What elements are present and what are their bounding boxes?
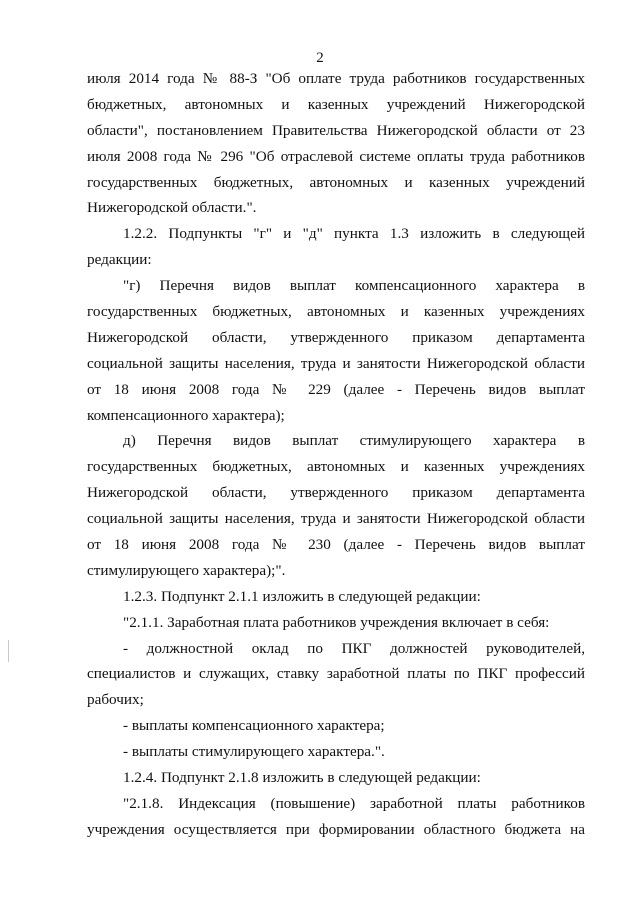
text-line: редакции: [87,251,152,269]
text-line: компенсационного характера); [87,406,285,424]
document-body [87,66,585,843]
paragraph [87,221,585,273]
paragraph [87,765,585,791]
text-line: учреждения осуществляется при формировании областного бюджета на [87,820,585,838]
paragraph [87,636,585,714]
paragraph [87,428,585,583]
text-line: рабочих; [87,691,144,709]
text-line: от 18 июня 2008 года № 229 (далее - Перечень видов выплат [87,380,585,398]
paragraph [87,791,585,843]
paragraph [87,739,585,765]
text-line: июля 2008 года № 296 "Об отраслевой системе оплаты труда работников [87,147,585,165]
text-line: д) Перечня видов выплат стимулирующего характера в [123,432,585,450]
text-line: "2.1.1. Заработная плата работников учреждения включает в себя: [123,613,550,631]
paragraph [87,584,585,610]
text-line: стимулирующего характера);". [87,561,286,579]
text-line: государственных бюджетных, автономных и казенных учреждениях [87,458,585,476]
paragraph [87,713,585,739]
paragraph [87,273,585,428]
text-line: Нижегородской области.". [87,199,257,217]
text-line: - должностной оклад по ПКГ должностей руководителей, [123,639,585,657]
text-line: июля 2014 года № 88-З "Об оплате труда работников государственных [87,70,585,87]
text-line: 1.2.2. Подпункты "г" и "д" пункта 1.3 изложить в следующей [123,225,585,243]
paragraph [87,66,585,221]
text-line: "2.1.8. Индексация (повышение) заработной платы работников [123,794,585,812]
text-line: "г) Перечня видов выплат компенсационного характера в [123,277,585,295]
paragraph [87,610,585,636]
text-line: от 18 июня 2008 года № 230 (далее - Перечень видов выплат [87,536,585,554]
text-line: социальной защиты населения, труда и занятости Нижегородской области [87,354,585,372]
text-line: социальной защиты населения, труда и занятости Нижегородской области [87,510,585,528]
text-line: государственных бюджетных, автономных и казенных учреждений [87,173,585,191]
text-line: Нижегородской области, утвержденного приказом департамента [87,484,585,502]
text-line: государственных бюджетных, автономных и казенных учреждениях [87,303,585,321]
text-line: специалистов и служащих, ставку заработной платы по ПКГ профессий [87,665,585,683]
text-line: 1.2.4. Подпункт 2.1.8 изложить в следующей редакции: [123,769,481,787]
text-line: 1.2.3. Подпункт 2.1.1 изложить в следующей редакции: [123,587,481,605]
page-number: 2 [316,50,324,66]
scan-margin-mark [8,640,9,662]
text-line: - выплаты стимулирующего характера.". [123,743,385,761]
text-line: бюджетных, автономных и казенных учреждений Нижегородской [87,95,585,113]
text-line: - выплаты компенсационного характера; [123,717,385,735]
text-line: Нижегородской области, утвержденного приказом департамента [87,328,585,346]
text-line: области", постановлением Правительства Нижегородской области от 23 [87,121,585,139]
